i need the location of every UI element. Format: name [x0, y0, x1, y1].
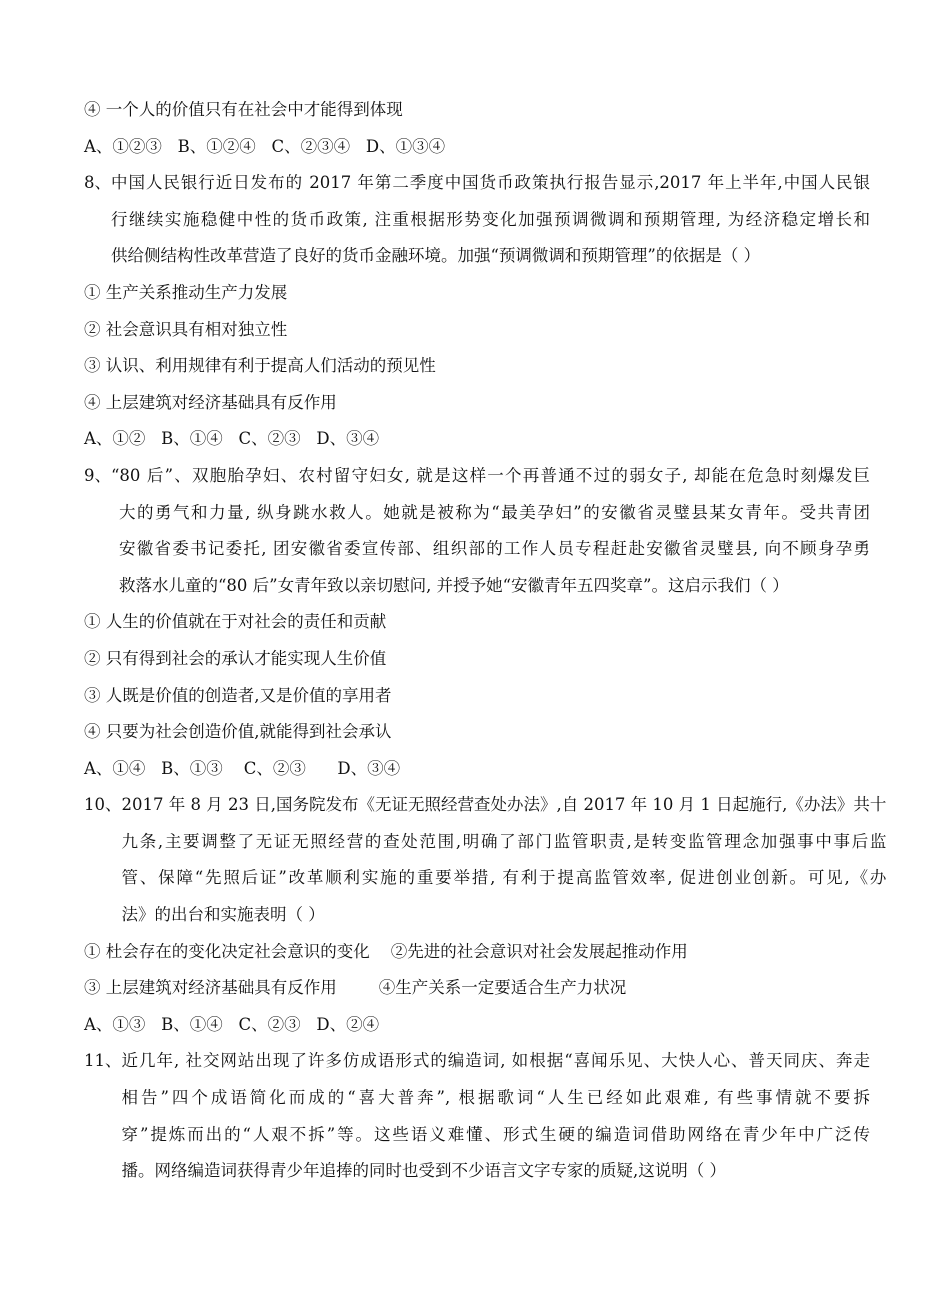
question-9 — [84, 458, 870, 787]
question-7-tail — [84, 92, 870, 165]
q8-answer-choices: A、①② B、①④ C、②③ D、③④ — [84, 429, 380, 449]
q10-answer-choices: A、①③ B、①④ C、②③ D、②④ — [84, 1014, 380, 1034]
q9-option-4: ④ 只要为社会创造价值,就能得到社会承认 — [84, 722, 392, 742]
question-8 — [84, 165, 870, 458]
exam-page — [84, 92, 887, 1190]
q10-line: 2017 年 8 月 23 日,国务院发布《无证无照经营查处办法》,自 2017 年 10 月 1 日起施行,《办法》共十 — [121, 795, 887, 815]
q11-text — [122, 1043, 871, 1189]
q9-option-3: ③ 人既是价值的创造者,又是价值的享用者 — [84, 685, 392, 705]
q8-number: 8、 — [84, 173, 111, 193]
q10-line: 九条,主要调整了无证无照经营的查处范围,明确了部门监管职责,是转变监管理念加强事中事后监 — [121, 831, 887, 851]
q7-answer-choices: A、①②③ B、①②④ C、②③④ D、①③④ — [84, 136, 446, 156]
q9-line: 大的勇气和力量, 纵身跳水救人。她就是被称为“最美孕妇”的安徽省灵璧县某女青年。受共青团 — [119, 502, 870, 522]
q8-option-4: ④ 上层建筑对经济基础具有反作用 — [84, 392, 337, 412]
question-11 — [84, 1043, 870, 1189]
q9-line: “80 后”、双胞胎孕妇、农村留守妇女, 就是这样一个再普通不过的弱女子, 却能在危急时刻爆发巨 — [111, 465, 870, 485]
q9-answer-choices: A、①④ B、①③ C、②③ D、③④ — [84, 758, 401, 778]
q8-stem — [84, 165, 870, 275]
q11-line: 播。网络编造词获得青少年追捧的同时也受到不少语言文字专家的质疑,这说明（ ） — [121, 1161, 726, 1181]
q8-option-3: ③ 认识、利用规律有利于提高人们活动的预见性 — [84, 356, 436, 376]
q9-option-2: ② 只有得到社会的承认才能实现人生价值 — [84, 648, 387, 668]
q11-line: 近几年, 社交网站出现了许多仿成语形式的编造词, 如根据“喜闻乐见、大快人心、普天同庆、奔走 — [121, 1051, 870, 1071]
q11-line: 相告”四个成语简化而成的“喜大普奔”, 根据歌词“人生已经如此艰难, 有些事情就不要拆 — [121, 1088, 870, 1108]
q8-line: 供给侧结构性改革营造了良好的货币金融环境。加强“预调微调和预期管理”的依据是（ ） — [111, 246, 761, 266]
q8-text — [111, 165, 870, 275]
q11-number: 11、 — [84, 1051, 122, 1071]
q8-line: 行继续实施稳健中性的货币政策, 注重根据形势变化加强预调微调和预期管理, 为经济稳定增长和 — [111, 209, 870, 229]
q7-option-4: ④ 一个人的价值只有在社会中才能得到体现 — [84, 100, 403, 119]
q9-number: 9、 — [84, 465, 111, 485]
q9-line: 救落水儿童的“80 后”女青年致以亲切慰问, 并授予她“安徽青年五四奖章”。这启示我们（ ） — [119, 575, 789, 595]
question-10 — [84, 787, 887, 1043]
q9-option-1: ① 人生的价值就在于对社会的责任和贡献 — [84, 612, 387, 632]
q8-option-2: ② 社会意识具有相对独立性 — [84, 319, 288, 339]
q8-line: 中国人民银行近日发布的 2017 年第二季度中国货币政策执行报告显示,2017 年上半年,中国人民银 — [111, 173, 870, 193]
q10-text — [122, 787, 887, 933]
q11-line: 穿”提炼而出的“人艰不拆”等。这些语义难懂、形式生硬的编造词借助网络在青少年中广泛传 — [121, 1124, 870, 1144]
q10-line: 管、保障“先照后证”改革顺利实施的重要举措, 有利于提高监管效率, 促进创业创新。可见,《办 — [121, 868, 887, 888]
q8-option-1: ① 生产关系推动生产力发展 — [84, 282, 288, 302]
q10-stem — [84, 787, 887, 933]
q9-stem — [84, 458, 870, 604]
q10-number: 10、 — [84, 795, 122, 815]
q10-options-row-1: ① 杜会存在的变化决定社会意识的变化 ②先进的社会意识对社会发展起推动作用 — [84, 941, 688, 961]
q10-options-row-2: ③ 上层建筑对经济基础具有反作用 ④生产关系一定要适合生产力状况 — [84, 978, 627, 998]
q9-text — [111, 458, 870, 604]
q9-line: 安徽省委书记委托, 团安徽省委宣传部、组织部的工作人员专程赶赴安徽省灵璧县, 向不顾身孕勇 — [119, 539, 870, 559]
q10-line: 法》的出台和实施表明（ ） — [121, 905, 325, 925]
q11-stem — [84, 1043, 870, 1189]
